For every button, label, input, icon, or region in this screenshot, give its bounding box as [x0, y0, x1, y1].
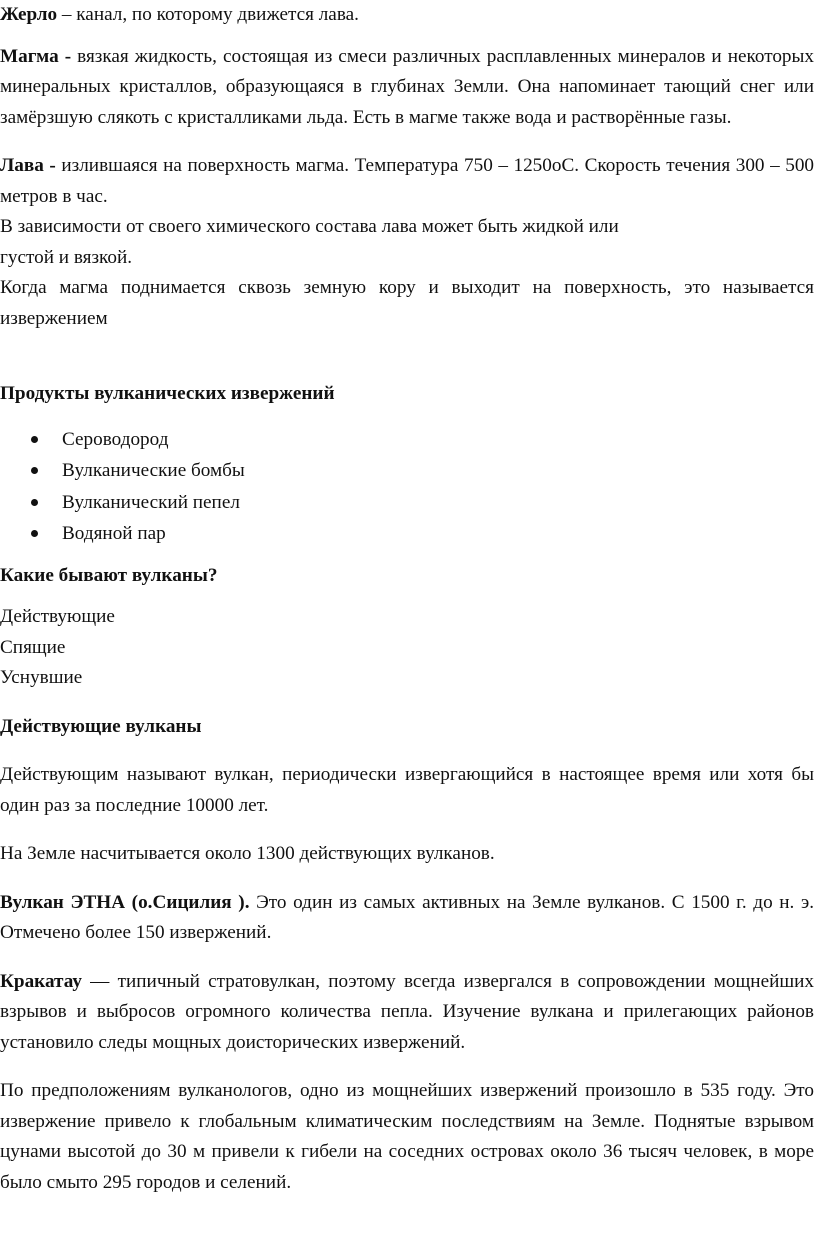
term-krakatau: Кракатау [0, 970, 82, 992]
krakatau-followup: По предположениям вулканологов, одно из мощнейших извержений произошло в 535 году. Это извержение привело к глобальным климатическим последствиям на Земле. Поднятые взрывом цунами высотой до 30 м привели к гибели на соседних островах около 36 тысяч человек, в море было смыто 295 городов и селений. [0, 1080, 814, 1193]
lava-text: излившаяся на поверхность магма. Температура 750 – 1250оС. Скорость течения 300 – 500 метров в час. [0, 155, 815, 207]
etna-text: Это один из самых активных на Земле вулканов. С 1500 г. до н. э. Отмечено более 150 извержений. [0, 891, 815, 943]
term-zherlo: Жерло [0, 4, 58, 25]
lava-composition-line1: В зависимости от своего химического состава лава может быть жидкой или [0, 216, 619, 237]
list-item: Уснувшие [0, 667, 83, 688]
lava-composition-line2: густой и вязкой. [0, 246, 133, 268]
list-item: Сероводород [0, 424, 814, 456]
kinds-heading: Какие бывают вулканы? [0, 564, 218, 586]
products-heading: Продукты вулканических извержений [0, 383, 335, 404]
term-magma: Магма - [0, 45, 78, 67]
krakatau-paragraph [0, 967, 814, 1059]
etna-paragraph [0, 888, 814, 949]
active-definition: Действующим называют вулкан, периодически извергающийся в настоящее время или хотя бы один раз за последние 10000 лет. [0, 764, 814, 816]
products-list [0, 424, 814, 550]
list-item: Спящие [0, 636, 66, 658]
krakatau-text: — типичный стратовулкан, поэтому всегда извергался в сопровождении мощнейших взрывов и выбросов огромного количества пепла. Изучение вулкана и прилегающих районов установило следы мощных доисторических извержений. [0, 970, 814, 1053]
eruption-definition: Когда магма поднимается сквозь земную кору и выходит на поверхность, это называется извержением [0, 277, 814, 329]
active-heading: Действующие вулканы [0, 715, 202, 737]
zherlo-text: – канал, по которому движется лава. [57, 4, 359, 25]
list-item: Действующие [0, 606, 115, 627]
term-lava: Лава - [0, 155, 62, 176]
zherlo-definition [0, 0, 814, 31]
list-item: Водяной пар [0, 518, 814, 550]
kinds-list [0, 602, 814, 694]
magma-definition [0, 42, 814, 134]
lava-definition [0, 151, 814, 212]
list-item: Вулканический пепел [0, 487, 814, 519]
term-etna: Вулкан ЭТНА (о.Сицилия ). [0, 891, 250, 913]
magma-text: вязкая жидкость, состоящая из смеси различных расплавленных минералов и некоторых минеральных кристаллов, образующаяся в глубинах Земли. Она напоминает тающий снег или замёрзшую слякоть с кристалликами льда. Есть в магме также вода и растворённые газы. [0, 45, 815, 128]
list-item: Вулканические бомбы [0, 455, 814, 487]
active-count: На Земле насчитывается около 1300 действующих вулканов. [0, 843, 495, 864]
